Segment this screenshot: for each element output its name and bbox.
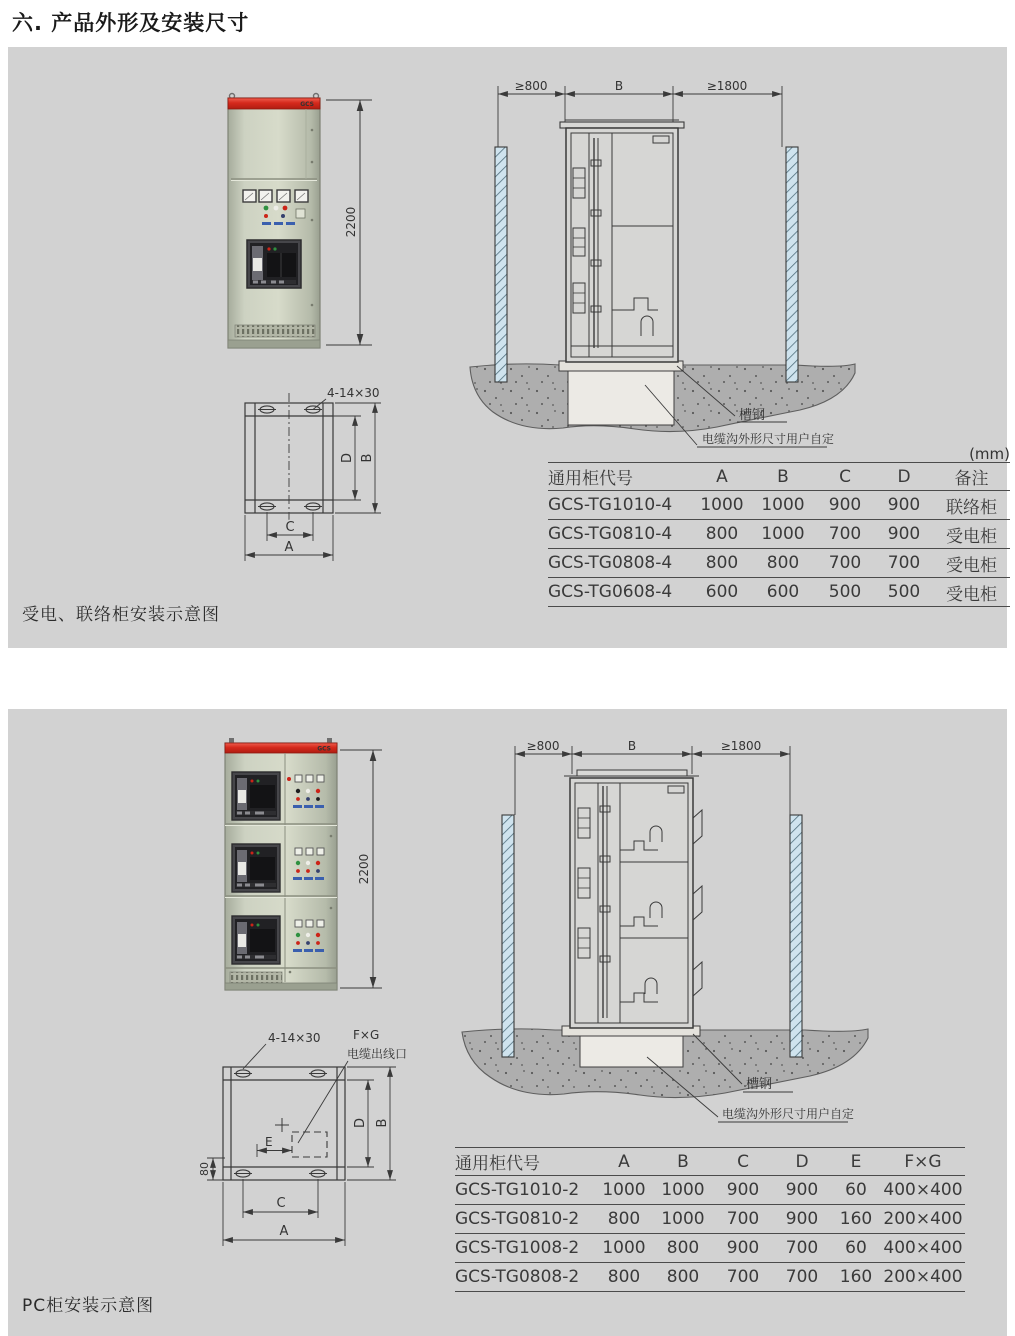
mounting-slots [234, 1070, 327, 1177]
dim-B-label: B [375, 1118, 390, 1128]
drawer-handle [693, 810, 702, 844]
cabinet-side-view [560, 120, 684, 362]
brand-label: GCS [300, 101, 314, 108]
dim-80-label: 80 [198, 1162, 211, 1176]
clearance-left-label: ≥800 [514, 79, 548, 93]
dim-A-label: A [279, 1224, 289, 1239]
dim-D-label: D [340, 452, 355, 464]
circuit-breaker [232, 772, 280, 820]
incoming-cabinet-photo [226, 90, 376, 355]
dim-D-label: D [353, 1117, 368, 1129]
right-wall [790, 815, 802, 1057]
table-header-row: 通用柜代号 A B C D 备注 [548, 463, 1010, 491]
dim-A-label: A [284, 540, 294, 555]
pc-cabinet-elevation-drawing [450, 738, 880, 1133]
circuit-breaker [232, 916, 280, 964]
slot-spec-label: 4-14×30 [268, 1031, 321, 1045]
depth-B-label: B [627, 739, 637, 753]
depth-B-label: B [614, 79, 624, 93]
circuit-breaker [232, 844, 280, 892]
dimension-table-incoming [548, 462, 1010, 607]
pc-cabinet-photo [220, 736, 385, 998]
clearance-right-label: ≥1800 [706, 79, 748, 93]
mounting-slots [258, 406, 322, 510]
brand-label: GCS [317, 745, 331, 753]
table-row: GCS-TG0810-4 800 1000 700 900 受电柜 [548, 520, 1010, 549]
trench-note-label: 电缆沟外形尺寸用户自定 [702, 432, 835, 446]
pc-cabinet-plan-drawing [195, 1025, 415, 1250]
cable-outlet-label: 电缆出线口 [347, 1047, 408, 1061]
cable-trench [580, 1036, 683, 1067]
cabinet-side-view [564, 770, 702, 1028]
outlet-size-label: F×G [353, 1028, 380, 1042]
dim-B-label: B [360, 453, 375, 463]
height-dim-label: 2200 [357, 853, 371, 885]
table-row: GCS-TG0808-2 800 800 700 700 160 200×400 [455, 1263, 965, 1292]
left-wall [502, 815, 514, 1057]
cable-outlet-opening [292, 1132, 327, 1157]
table-row: GCS-TG1010-2 1000 1000 900 900 60 400×400 [455, 1176, 965, 1205]
dim-C-label: C [276, 1196, 286, 1211]
dim-C-label: C [285, 520, 295, 535]
drawer-handle [693, 886, 702, 920]
vent-grille [230, 972, 282, 983]
table-row: GCS-TG0608-4 600 600 500 500 受电柜 [548, 578, 1010, 607]
slot-leader-line [243, 1044, 266, 1069]
drawer-handle [693, 962, 702, 996]
center-mark [275, 1118, 289, 1132]
incoming-diagram-caption: 受电、联络柜安装示意图 [22, 605, 220, 625]
table-row: GCS-TG0808-4 800 800 700 700 受电柜 [548, 549, 1010, 578]
table-row: GCS-TG1008-2 1000 800 900 700 60 400×400 [455, 1234, 965, 1263]
incoming-cabinet-plan-drawing [225, 385, 390, 570]
clearance-left-label: ≥800 [526, 739, 560, 753]
incoming-cabinet-elevation-drawing [455, 78, 865, 453]
height-dim-label: 2200 [344, 206, 358, 238]
channel-label: 槽钢 [739, 408, 766, 423]
dim-E-label: E [265, 1135, 273, 1149]
pc-diagram-caption: PC柜安装示意图 [22, 1296, 155, 1316]
unit-note: (mm) [969, 445, 1010, 463]
channel-label: 槽钢 [746, 1077, 773, 1092]
cable-trench [568, 371, 674, 425]
table-row: GCS-TG0810-2 800 1000 700 900 160 200×400 [455, 1205, 965, 1234]
table-row: GCS-TG1010-4 1000 1000 900 900 联络柜 [548, 491, 1010, 520]
dim-E [257, 1144, 292, 1157]
left-wall [495, 147, 507, 382]
page-title: 六. 产品外形及安装尺寸 [12, 11, 250, 35]
trench-note-label: 电缆沟外形尺寸用户自定 [722, 1107, 855, 1121]
table-header-row: 通用柜代号 A B C D E F×G [455, 1148, 965, 1176]
right-wall [786, 147, 798, 382]
plan-outline [223, 1067, 345, 1180]
slot-spec-label: 4-14×30 [327, 386, 380, 400]
dimension-table-pc [455, 1147, 965, 1292]
clearance-right-label: ≥1800 [720, 739, 762, 753]
circuit-breaker [247, 240, 301, 288]
vent-grille [235, 325, 315, 337]
